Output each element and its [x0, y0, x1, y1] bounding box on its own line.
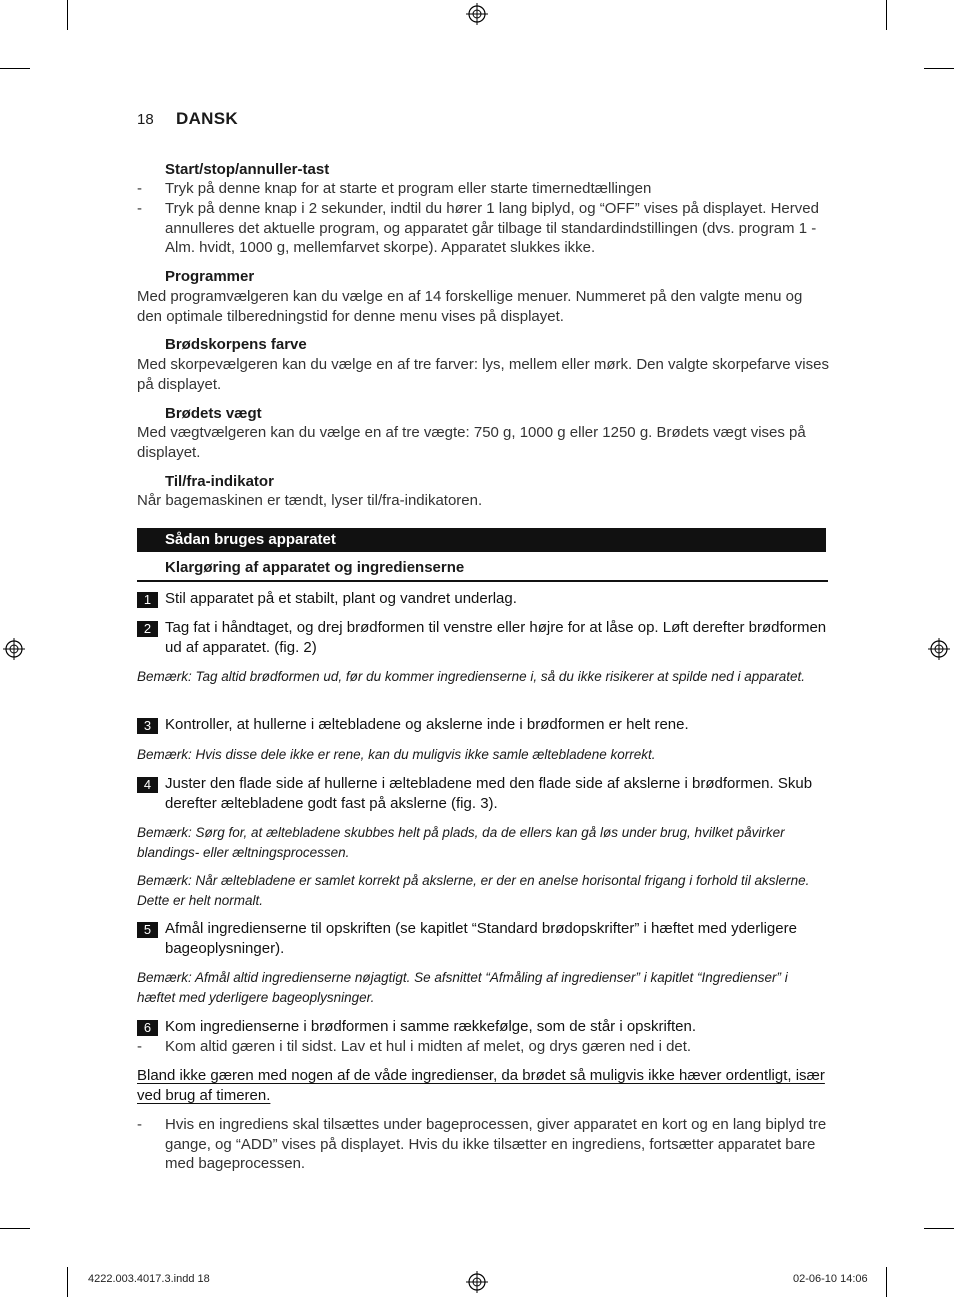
step-number: 4 — [137, 777, 158, 793]
step-text: Kontroller, at hullerne i æltebladene og akslerne inde i brødformen er helt rene. — [165, 716, 689, 733]
start-stop-bullet-1: Tryk på denne knap for at starte et program eller starte timernedtællingen — [165, 180, 652, 197]
start-stop-bullet-2: Tryk på denne knap i 2 sekunder, indtil du hører 1 lang biplyd, og “OFF” vises på displayet. Herved annulleres det aktuelle program, og apparatet går tilbage til standardindstillingen (dvs. program 1 - Alm. hvidt, 1000 g, mellemfarvet skorpe). Apparatet slukkes ikke. — [165, 200, 819, 256]
control-text-indicator: Når bagemaskinen er tændt, lyser til/fra-indikatoren. — [137, 492, 483, 509]
step-number: 2 — [137, 621, 158, 637]
step-text: Tag fat i håndtaget, og drej brødformen til venstre eller højre for at låse op. Løft derefter brødformen ud af apparatet. (fig. 2) — [165, 619, 827, 656]
bullet-marker: - — [137, 1038, 142, 1055]
registration-mark-right-icon — [928, 638, 950, 660]
section-subtitle: Klargøring af apparatet og ingredienserne — [165, 559, 465, 576]
step-number: 1 — [137, 592, 158, 608]
footer-file: 4222.003.4017.3.indd 18 — [88, 1273, 210, 1285]
footer-date: 02-06-10 14:06 — [793, 1273, 868, 1285]
control-title-programmer: Programmer — [165, 268, 255, 285]
crop-mark-bottom-right-vertical — [886, 1267, 887, 1297]
bullet-marker: - — [137, 180, 142, 197]
step6-bullet: Kom altid gæren i til sidst. Lav et hul i midten af melet, og drys gæren ned i det. — [165, 1038, 692, 1055]
control-text-programmer: Med programvælgeren kan du vælge en af 14 forskellige menuer. Nummeret på den valgte menu og den optimale tilberedningstid for denne menu vises på displayet. — [137, 288, 803, 325]
section-title: Sådan bruges apparatet — [165, 531, 336, 548]
crop-mark-top-right-horizontal — [924, 68, 954, 69]
crop-mark-bottom-right-horizontal — [924, 1228, 954, 1229]
registration-mark-bottom-icon — [466, 1271, 488, 1293]
step-text: Juster den flade side af hullerne i æltebladene med den flade side af akslerne i brødformen. Skub derefter æltebladene godt fast på akslerne (fig. 3). — [165, 775, 813, 812]
section-bar — [137, 528, 826, 552]
warning-underlined: Bland ikke gæren med nogen af de våde ingredienser, da brødet så muligvis ikke hæver ordentligt, især ved brug af timeren. — [137, 1067, 825, 1104]
note: Bemærk: Sørg for, at æltebladene skubbes helt på plads, da de ellers kan gå løs under brug, hvilket påvirker blandings- eller æltningsprocessen. — [137, 825, 785, 860]
warning-text — [137, 1066, 829, 1106]
note: Bemærk: Tag altid brødformen ud, før du kommer ingredienserne i, så du ikke risikerer at spilde ned i apparatet. — [137, 669, 806, 684]
crop-mark-bottom-left-vertical — [67, 1267, 68, 1297]
bullet-marker: - — [137, 1116, 142, 1133]
crop-mark-top-right-vertical — [886, 0, 887, 30]
step-text: Afmål ingredienserne til opskriften (se kapitlet “Standard brødopskrifter” i hæftet med yderligere bageoplysninger). — [165, 920, 797, 957]
step-number: 3 — [137, 718, 158, 734]
step-text: Stil apparatet på et stabilt, plant og vandret underlag. — [165, 590, 517, 607]
crop-mark-top-left-horizontal — [0, 68, 30, 69]
step-number: 6 — [137, 1020, 158, 1036]
final-bullet: Hvis en ingrediens skal tilsættes under bageprocessen, giver apparatet en kort og en lang biplyd tre gange, og “ADD” vises på displayet. Hvis du ikke tilsætter en ingrediens, fortsætter apparatet bare med bageprocessen. — [165, 1116, 827, 1172]
crop-mark-bottom-left-horizontal — [0, 1228, 30, 1229]
language-heading: DANSK — [176, 109, 238, 128]
note: Bemærk: Afmål altid ingredienserne nøjagtigt. Se afsnittet “Afmåling af ingredienser” i kapitlet “Ingredienser” i hæftet med yderligere bageoplysninger. — [137, 970, 788, 1005]
crop-mark-top-left-vertical — [67, 0, 68, 30]
step-number: 5 — [137, 922, 158, 938]
registration-mark-top-icon — [466, 3, 488, 25]
bullet-marker: - — [137, 200, 142, 217]
control-title-crust: Brødskorpens farve — [165, 336, 307, 353]
note: Bemærk: Hvis disse dele ikke er rene, kan du muligvis ikke samle æltebladene korrekt. — [137, 747, 656, 762]
control-title-weight: Brødets vægt — [165, 405, 262, 422]
control-title-start-stop: Start/stop/annuller-tast — [165, 161, 330, 178]
note: Bemærk: Når æltebladene er samlet korrekt på akslerne, er der en anelse horisontal frigang i forhold til akslerne. Dette er helt normalt. — [137, 873, 810, 908]
section-rule — [137, 580, 828, 582]
control-text-crust: Med skorpevælgeren kan du vælge en af tre farver: lys, mellem eller mørk. Den valgte skorpefarve vises på displayet. — [137, 356, 829, 393]
page-number: 18 — [137, 111, 154, 128]
control-text-weight: Med vægtvælgeren kan du vælge en af tre vægte: 750 g, 1000 g eller 1250 g. Brødets vægt vises på displayet. — [137, 424, 806, 461]
registration-mark-left-icon — [3, 638, 25, 660]
step-text: Kom ingredienserne i brødformen i samme rækkefølge, som de står i opskriften. — [165, 1018, 697, 1035]
control-title-indicator: Til/fra-indikator — [165, 473, 274, 490]
